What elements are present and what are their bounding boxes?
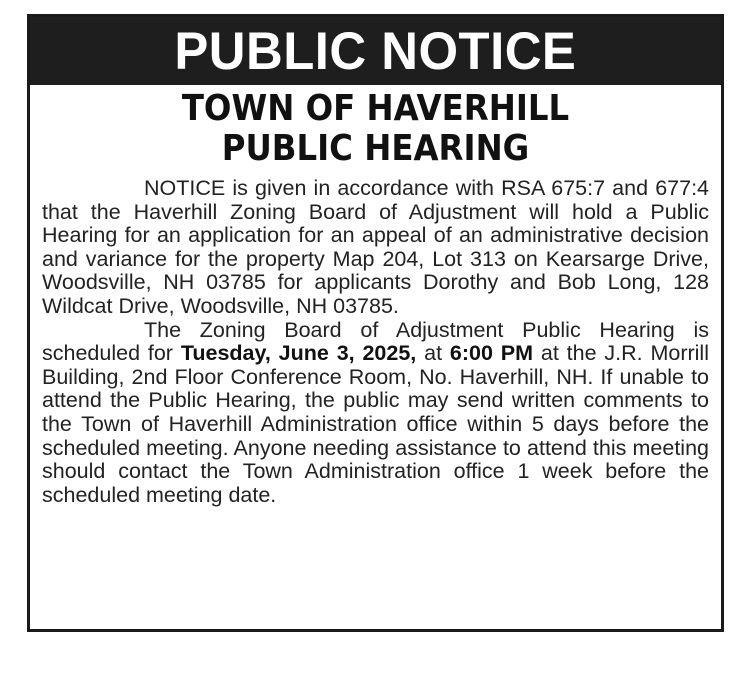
schedule-details: at the J.R. Morrill Building, 2nd Floor Conference Room, No. Haverhill, NH. If unable to attend the Public Hearing, the public may send written comments to the Town of Haverhill Administration office within 5 days before the scheduled meeting. Anyone needing assistance to attend this meeting should contact the Town Administration office 1 week before the scheduled meeting date. — [42, 341, 709, 507]
notice-banner — [30, 17, 721, 85]
paragraph-notice: NOTICE is given in accordance with RSA 675:7 and 677:4 that the Haverhill Zoning Board of Adjustment will hold a Public Hearing for an application for an appeal of an administrative decision and variance for the property Map 204, Lot 313 on Kearsarge Drive, Woodsville, NH 03785 for applicants Dorothy and Bob Long, 128 Wildcat Drive, Woodsville, NH 03785. — [42, 176, 709, 318]
schedule-intro: The Zoning Board of Adjustment Public Hearing is scheduled for — [42, 317, 709, 366]
schedule-at: at — [416, 341, 450, 366]
notice-body — [42, 177, 709, 507]
hearing-time: 6:00 PM — [449, 341, 534, 366]
hearing-date: Tuesday, June 3, 2025, — [180, 341, 417, 366]
banner-title: PUBLIC NOTICE — [174, 21, 577, 81]
heading-town: TOWN OF HAVERHILL — [181, 88, 570, 129]
heading-hearing: PUBLIC HEARING — [221, 128, 530, 169]
public-notice — [27, 14, 724, 632]
paragraph-schedule — [42, 319, 709, 508]
